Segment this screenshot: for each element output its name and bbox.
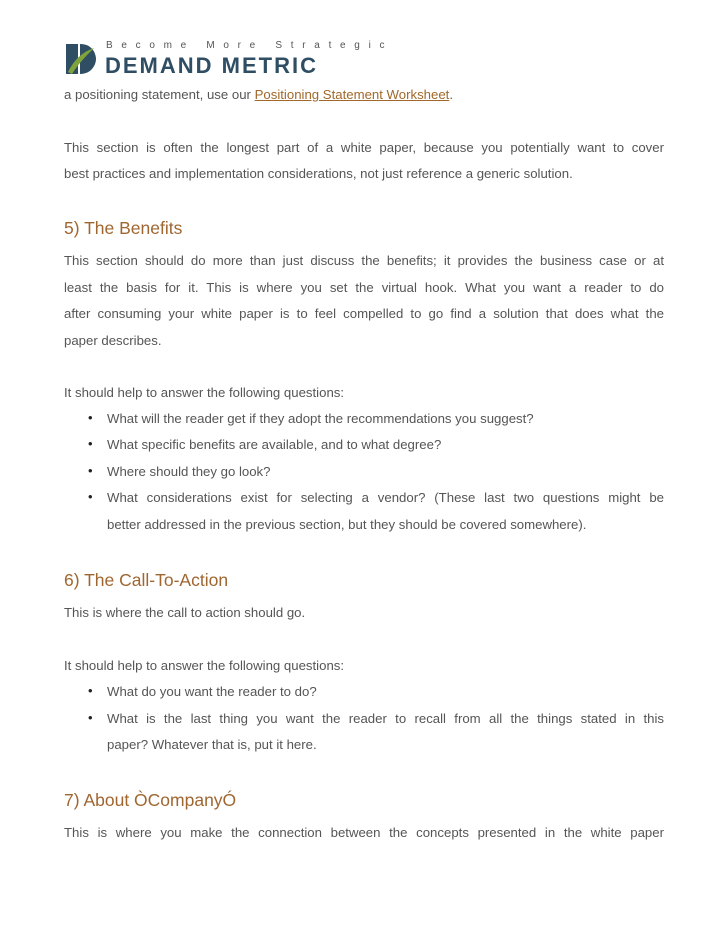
- list-item: What will the reader get if they adopt the recommendations you suggest?: [107, 411, 534, 426]
- heading-about-company: 7) About ÒCompanyÓ: [64, 790, 237, 810]
- paragraph-line: paper describes.: [64, 333, 162, 348]
- logo-tagline: Become More Strategic: [106, 40, 394, 51]
- list-item: Where should they go look?: [107, 464, 271, 479]
- paragraph-line: This section is often the longest part of a white paper, because you potentially want to cover: [64, 140, 664, 155]
- intro-suffix: .: [449, 87, 454, 102]
- paragraph-line: This is where you make the connection between the concepts presented in the white paper: [64, 825, 664, 840]
- list-item-continuation: better addressed in the previous section, but they should be covered somewhere).: [107, 517, 587, 532]
- paragraph-line: after consuming your white paper is to feel compelled to go find a solution that does what the: [64, 306, 664, 321]
- intro-line: [64, 86, 664, 104]
- list-item: What do you want the reader to do?: [107, 684, 317, 699]
- intro-prefix: a positioning statement, use our: [64, 87, 255, 102]
- paragraph-line: least the basis for it. This is where you set the virtual hook. What you want a reader to do: [64, 280, 664, 295]
- positioning-worksheet-link[interactable]: Positioning Statement Worksheet: [254, 87, 450, 102]
- bullet-icon: •: [88, 463, 93, 478]
- heading-call-to-action: 6) The Call-To-Action: [64, 570, 229, 590]
- demand-metric-logo: [64, 38, 394, 78]
- logo-brand-name: DEMAND METRIC: [105, 53, 318, 78]
- questions-intro: It should help to answer the following questions:: [64, 385, 345, 400]
- bullet-icon: •: [88, 710, 93, 725]
- questions-intro: It should help to answer the following questions:: [64, 658, 345, 673]
- bullet-icon: •: [88, 489, 93, 504]
- list-item: What is the last thing you want the reader to recall from all the things stated in this: [107, 711, 664, 726]
- bullet-icon: •: [88, 436, 93, 451]
- heading-benefits: 5) The Benefits: [64, 218, 183, 238]
- demand-metric-logo-icon: [64, 42, 98, 76]
- bullet-icon: •: [88, 410, 93, 425]
- paragraph-line: This section should do more than just discuss the benefits; it provides the business case or at: [64, 253, 664, 268]
- list-item: What considerations exist for selecting a vendor? (These last two questions might be: [107, 490, 664, 505]
- list-item: What specific benefits are available, and to what degree?: [107, 437, 442, 452]
- bullet-icon: •: [88, 683, 93, 698]
- paragraph-line: best practices and implementation considerations, not just reference a generic solution.: [64, 166, 573, 181]
- paragraph-line: This is where the call to action should go.: [64, 605, 306, 620]
- list-item-continuation: paper? Whatever that is, put it here.: [107, 737, 317, 752]
